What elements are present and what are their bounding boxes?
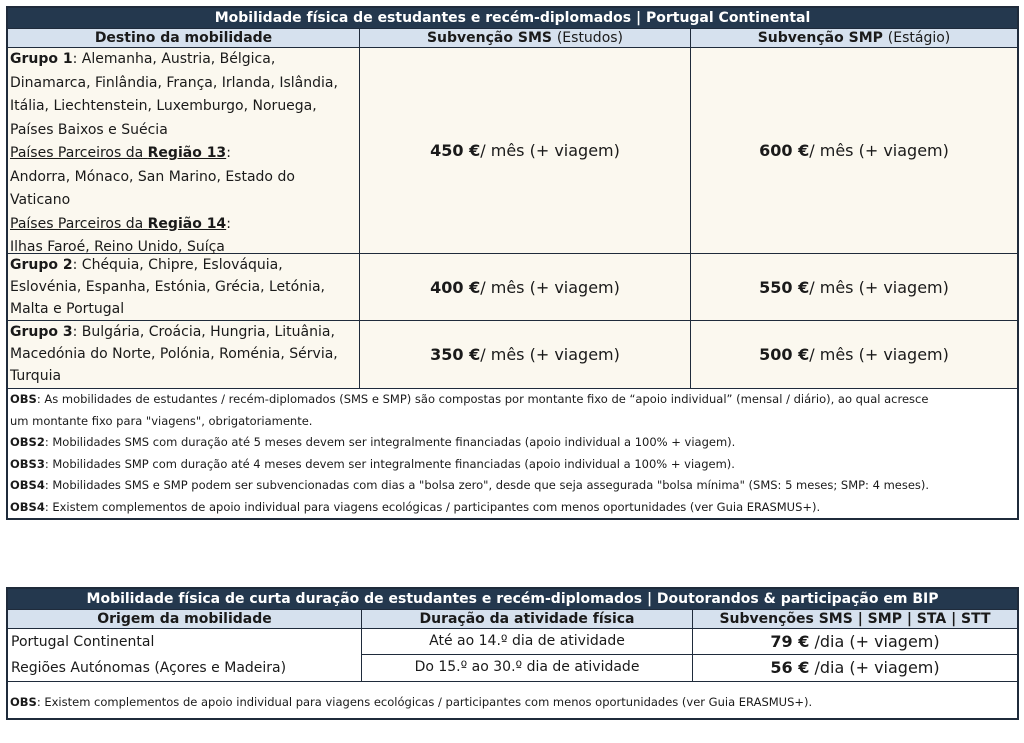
notes [8,389,1017,518]
notes [8,682,1017,718]
note-line: OBS4: Mobilidades SMS e SMP podem ser subvencionadas com dias a "bolsa zero", desde que seja assegurada "bolsa mínima" (SMS: 5 meses; SMP: 4 meses). [10,478,930,492]
table-notes-row [8,389,1017,518]
duration-item: Até ao 14.º dia de atividade [362,629,692,655]
group2-smp-rate: 550 € / mês (+ viagem) [759,277,949,297]
durations [362,629,693,681]
rate-item: 56 € /dia (+ viagem) [770,658,940,677]
group1-sms-rate: 450 € / mês (+ viagem) [360,48,691,253]
group3-destinations: Grupo 3: Bulgária, Croácia, Hungria, Lituânia, Macedónia do Norte, Polónia, Roménia, Sérvia, Turquia [8,321,360,388]
note-line: OBS: Existem complementos de apoio individual para viagens ecológicas / participantes com menos oportunidades (ver Guia ERASMUS+). [10,695,813,709]
table-header-row [8,29,1017,48]
duration-item: Do 15.º ao 30.º dia de atividade [414,659,640,675]
rate-item: 79 € /dia (+ viagem) [693,629,1017,655]
origins [8,629,362,681]
table-notes-row [8,682,1017,718]
group1-destinations: Grupo 1: Alemanha, Austria, Bélgica, Dinamarca, Finlândia, França, Irlanda, Islândia, Itália, Liechtenstein, Luxemburgo, Noruega, Países Baixos e Suécia Países Parceiros da Região 13: Andorra, Mónaco, San Marino, Estado do Vaticano Países Parceiros da Região 14: Ilhas Faroé, Reino Unido, Suíça [8,48,360,253]
table-header-row [8,610,1017,629]
note-line: um montante fixo para "viagens", obrigatoriamente. [10,413,313,428]
note-line: OBS3: Mobilidades SMP com duração até 4 meses devem ser integralmente financiadas (apoio individual a 100% + viagem). [10,456,735,471]
header-origem: Origem da mobilidade [8,610,362,628]
header-sms: Subvenção SMS (Estudos) [360,29,691,47]
origin-item: Portugal Continental [11,634,155,650]
group1-smp-rate: 600 € / mês (+ viagem) [759,141,949,160]
group3-smp-rate: 500 € / mês (+ viagem) [759,345,949,364]
table-row-group2 [8,254,1017,321]
table-title: Mobilidade física de curta duração de estudantes e recém-diplomados | Doutorandos & participação em BIP [8,589,1017,610]
header-subvencoes: Subvenções SMS | SMP | STA | STT [719,611,991,627]
mobility-table-continental [6,6,1019,520]
origin-item: Regiões Autónomas (Açores e Madeira) [11,660,287,676]
rates [693,629,1017,681]
table-title: Mobilidade física de estudantes e recém-diplomados | Portugal Continental [8,8,1017,29]
header-destino: Destino da mobilidade [8,29,360,47]
mobility-table-short-term [6,587,1019,720]
note-line: OBS4: Existem complementos de apoio individual para viagens ecológicas / participantes com menos oportunidades (ver Guia ERASMUS+). [10,499,821,514]
header-duracao: Duração da atividade física [362,610,693,628]
group3-sms-rate: 350 € / mês (+ viagem) [360,321,691,388]
table-row-group1 [8,48,1017,254]
table-body-row [8,629,1017,682]
note-line: OBS: As mobilidades de estudantes / recém-diplomados (SMS e SMP) são compostas por montante fixo de “apoio individual” (mensal / diário), ao qual acresce [10,392,929,406]
group2-sms-rate: 400 € / mês (+ viagem) [360,254,691,320]
group2-destinations: Grupo 2: Chéquia, Chipre, Eslováquia, Eslovénia, Espanha, Estónia, Grécia, Letónia, Malta e Portugal [8,254,360,320]
note-line: OBS2: Mobilidades SMS com duração até 5 meses devem ser integralmente financiadas (apoio individual a 100% + viagem). [10,435,736,449]
table-row-group3 [8,321,1017,389]
header-smp: Subvenção SMP (Estágio) [757,30,951,46]
